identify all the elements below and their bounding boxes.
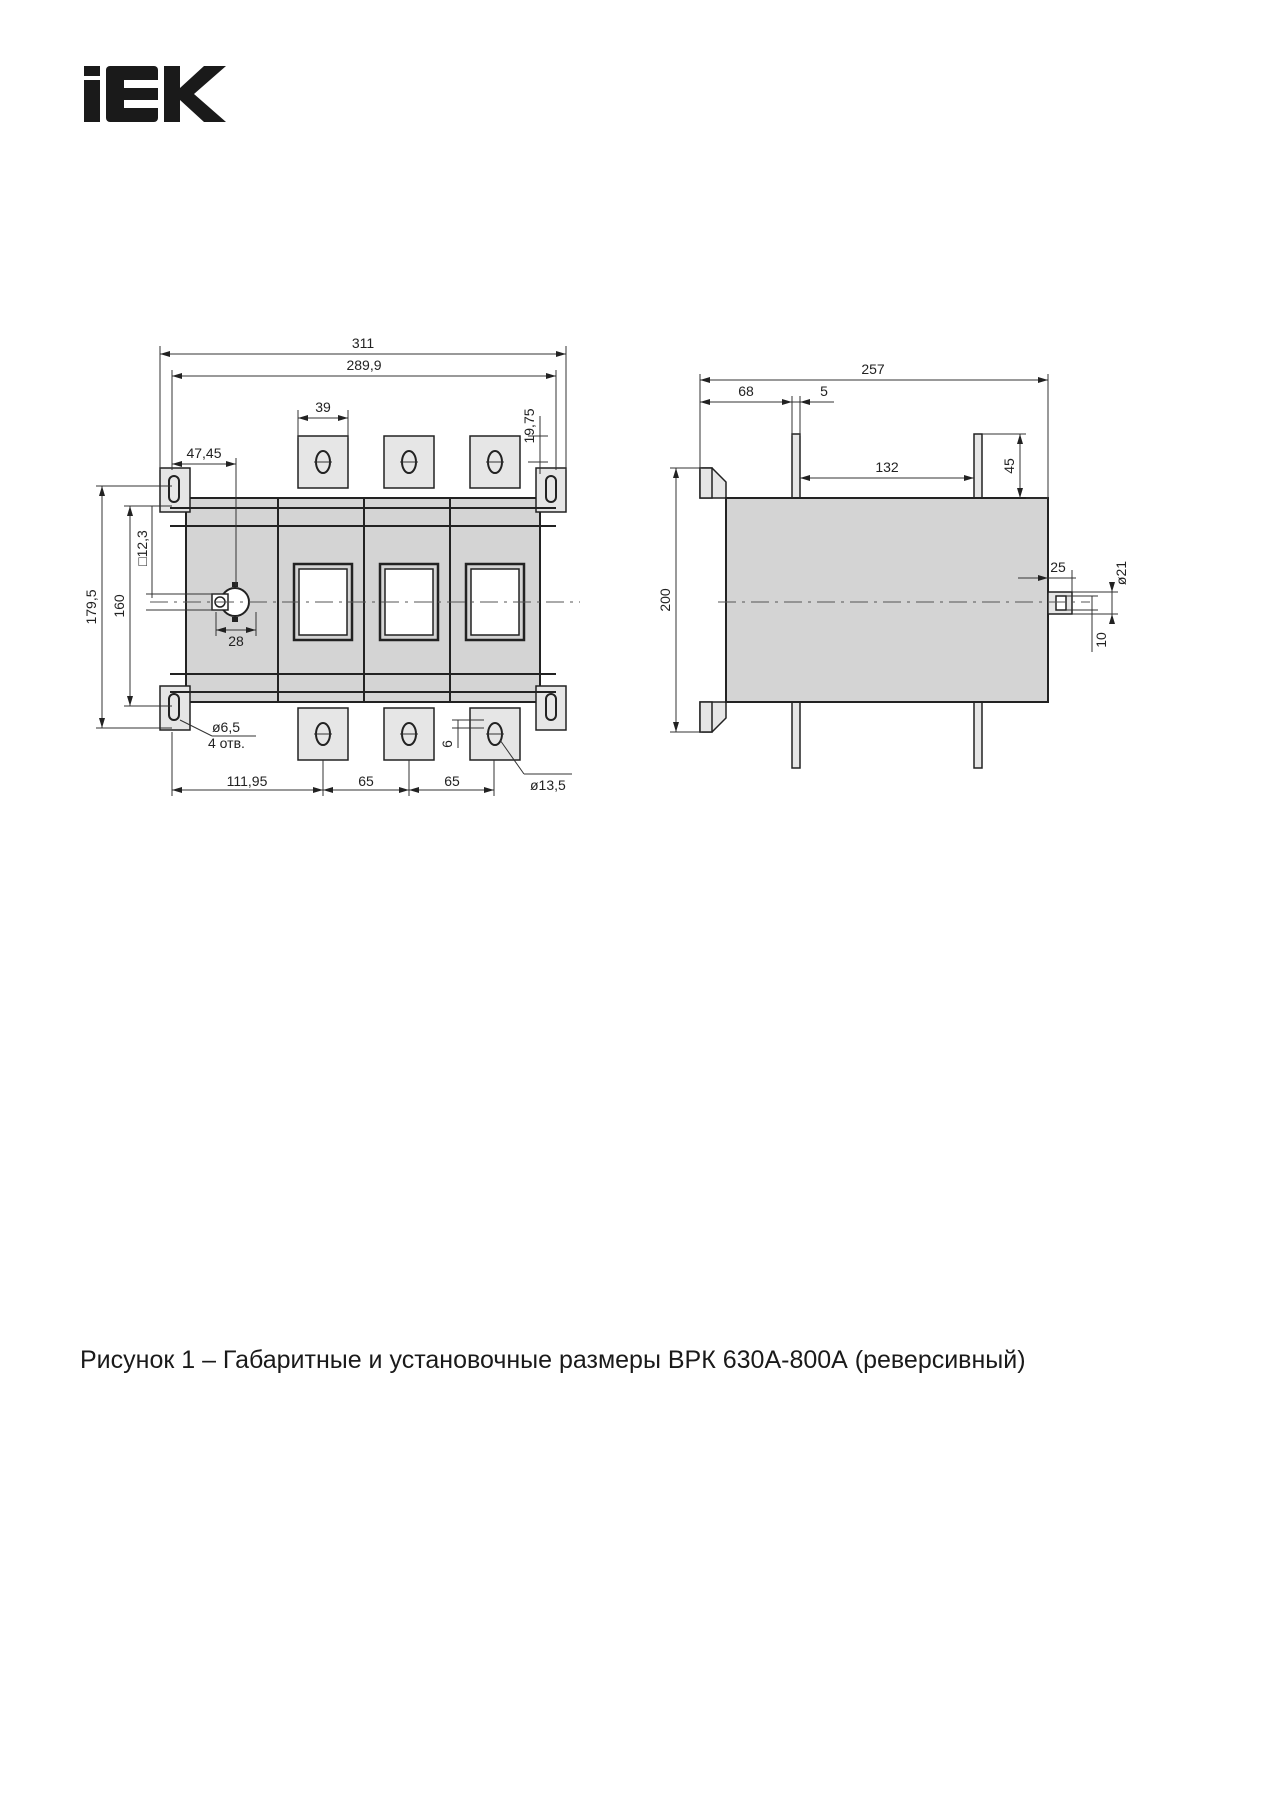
dim-68: 68 [738, 383, 754, 399]
dim-19-75: 19,75 [521, 408, 537, 444]
side-body [726, 498, 1048, 702]
dim-111-95: 111,95 [226, 773, 268, 789]
dim-5: 5 [820, 383, 828, 399]
dim-d21: ø21 [1113, 560, 1129, 586]
dim-132: 132 [875, 459, 899, 475]
dim-200: 200 [657, 588, 673, 612]
dim-47-45: 47,45 [186, 445, 222, 461]
dim-28: 28 [228, 633, 244, 649]
dim-289-9: 289,9 [346, 357, 382, 373]
dim-39: 39 [315, 399, 331, 415]
dim-311: 311 [351, 335, 375, 351]
dim-25: 25 [1050, 559, 1066, 575]
dim-160: 160 [111, 594, 127, 618]
dim-45: 45 [1001, 458, 1017, 474]
dim-6: 6 [439, 740, 455, 748]
dim-4-holes: 4 отв. [208, 735, 245, 751]
iek-logo [84, 66, 226, 122]
front-view [83, 335, 580, 796]
dim-d6-5: ø6,5 [212, 719, 241, 735]
dim-179-5: 179,5 [83, 589, 99, 625]
dim-d13-5: ø13,5 [530, 777, 566, 793]
figure-caption: Рисунок 1 – Габаритные и установочные размеры ВРК 630А-800А (реверсивный) [80, 1346, 1026, 1374]
dim-10: 10 [1093, 632, 1109, 648]
bracket-tr [536, 468, 566, 512]
dim-65-b: 65 [444, 773, 460, 789]
bracket-tl [160, 468, 190, 512]
dim-square-12-3: □12,3 [134, 530, 150, 566]
side-view [657, 361, 1129, 768]
dimension-drawing [0, 330, 1280, 830]
dim-65-a: 65 [358, 773, 374, 789]
dim-257: 257 [861, 361, 885, 377]
